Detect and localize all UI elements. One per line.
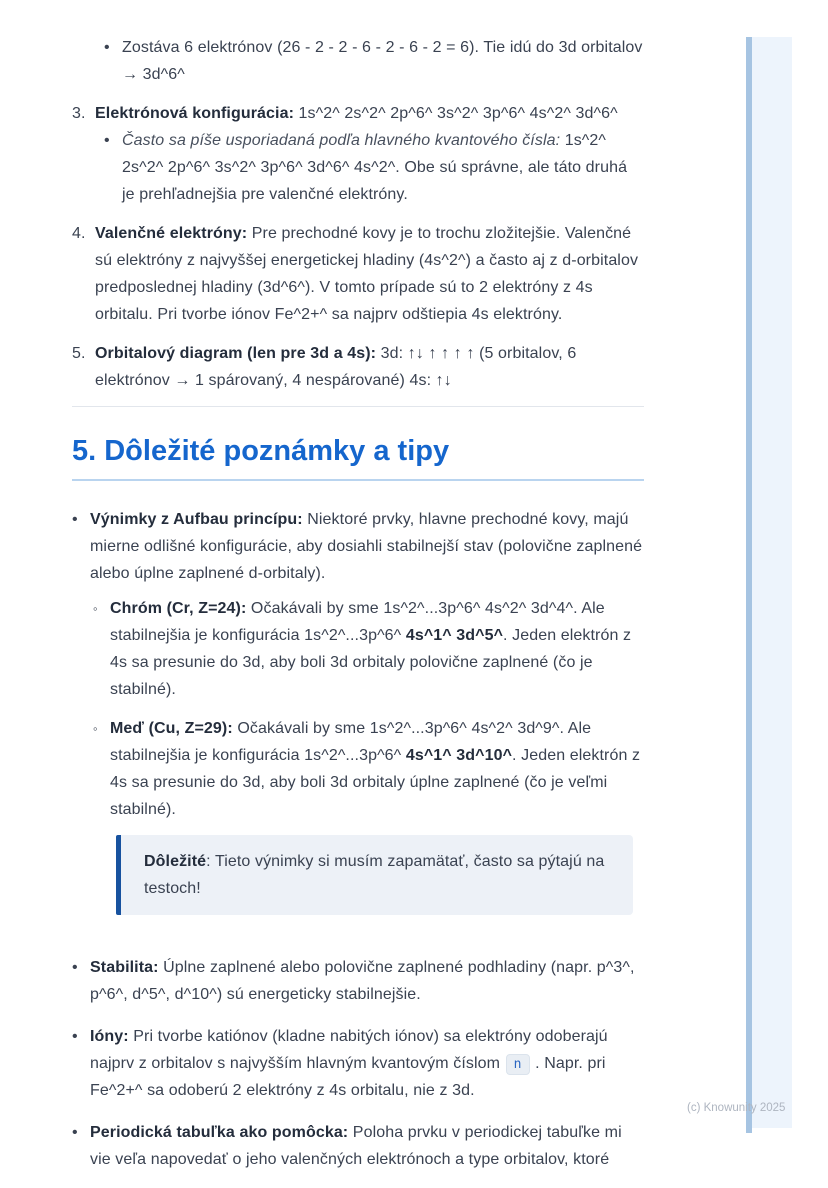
list-item-text <box>95 220 644 328</box>
list-item-text <box>90 506 644 939</box>
list-item-text <box>90 1119 644 1173</box>
tips-bullet-list <box>72 506 644 1173</box>
bullet-marker: • <box>104 39 110 56</box>
list-item-text <box>110 715 644 823</box>
text-run: Úplne zaplnené alebo polovične zaplnené podhladiny (napr. p^3^, p^6^, d^5^, d^10^) sú energeticky stabilnejšie. <box>90 959 635 1003</box>
list-item-orbital-diagram <box>72 340 644 394</box>
list-item-copper <box>93 715 644 823</box>
inline-code-n: n <box>506 1054 530 1075</box>
bullet-marker: • <box>72 511 78 528</box>
exceptions-sublist <box>93 595 644 823</box>
list-item-text <box>90 954 644 1008</box>
text-run: Pre prechodné kovy je to trochu zložitejšie. Valenčné sú elektróny z najvyššej energetickej hladiny (4s^2^) a často aj z d-orbitalov predposlednej hladiny (3d^6^). V tomto prípade sú to 2 elektróny z 4s orbitalu. Pri tvorbe iónov Fe^2+^ sa najprv odštiepia 4s elektróny. <box>95 225 639 323</box>
important-callout <box>116 835 633 915</box>
term-label: Orbitalový diagram (len pre 3d a 4s): <box>95 345 377 362</box>
circle-bullet-marker: ◦ <box>93 601 98 616</box>
term-label: Stabilita: <box>90 959 159 976</box>
list-item-stability <box>72 954 644 1008</box>
list-item-periodic-table <box>72 1119 644 1173</box>
term-label: Periodická tabuľka ako pomôcka: <box>90 1124 349 1141</box>
section-divider <box>72 406 644 407</box>
list-number: 5. <box>72 345 86 362</box>
section-heading: 5. Dôležité poznámky a tipy <box>72 434 644 481</box>
text-run: Zostáva 6 elektrónov (26 - 2 - 2 - 6 - 2 - 6 - 2 = 6). Tie idú do 3d orbitalov → 3d^6^ <box>122 39 643 83</box>
continuation-bullet-list <box>104 34 644 88</box>
list-item-electron-configuration <box>72 100 644 208</box>
list-item <box>104 34 644 88</box>
bullet-marker: • <box>72 1028 78 1045</box>
next-page-preview-strip <box>752 37 792 1128</box>
list-number: 4. <box>72 225 86 242</box>
nested-bullet-list <box>104 127 644 208</box>
term-label: Elektrónová konfigurácia: <box>95 105 294 122</box>
list-item-valence-electrons <box>72 220 644 328</box>
numbered-list <box>72 100 644 394</box>
list-item-text <box>122 34 644 88</box>
bold-config: 4s^1^ 3d^10^ <box>405 747 513 764</box>
copyright-watermark: (c) Knowunity 2025 <box>687 1102 786 1114</box>
list-item-text <box>122 127 644 208</box>
bullet-marker: • <box>72 1124 78 1141</box>
callout-label: Dôležité <box>144 853 207 870</box>
list-number: 3. <box>72 105 86 122</box>
text-run: . Napr. pri Fe^2+^ sa odoberú 2 elektróny z 4s orbitalu, nie z 3d. <box>90 1055 606 1099</box>
circle-bullet-marker: ◦ <box>93 721 98 736</box>
list-item-text <box>95 340 644 394</box>
list-item-ions <box>72 1023 644 1104</box>
term-label: Valenčné elektróny: <box>95 225 248 242</box>
list-item-text <box>95 100 644 208</box>
list-item-text <box>110 595 644 703</box>
list-item <box>104 127 644 208</box>
text-run: 3d: ↑↓ ↑ ↑ ↑ ↑ (5 orbitalov, 6 elektrónov → 1 spárovaný, 4 nespárované) 4s: ↑↓ <box>95 345 577 389</box>
bullet-marker: • <box>72 959 78 976</box>
bold-config: 4s^1^ 3d^5^ <box>405 627 504 644</box>
list-item-aufbau-exceptions <box>72 506 644 939</box>
document-content <box>72 34 644 1188</box>
list-item-chromium <box>93 595 644 703</box>
term-label: Ióny: <box>90 1028 129 1045</box>
text-run: Očakávali by sme 1s^2^...3p^6^ 4s^2^ 3d^9^. Ale stabilnejšia je konfigurácia 1s^2^...3p^6^ <box>110 720 592 764</box>
bullet-marker: • <box>104 132 110 149</box>
term-label: Výnimky z Aufbau princípu: <box>90 511 303 528</box>
text-run: . Jeden elektrón z 4s sa presunie do 3d, aby boli 3d orbitaly polovične zaplnené (čo je stabilné). <box>110 627 632 698</box>
italic-note: Často sa píše usporiadaná podľa hlavného kvantového čísla: <box>122 132 561 149</box>
term-label: Chróm (Cr, Z=24): <box>110 600 247 617</box>
text-run: Niektoré prvky, hlavne prechodné kovy, majú mierne odlišné konfigurácie, aby dosiahli stabilnejší stav (polovične zaplnené alebo úplne zaplnené d-orbitaly). <box>90 511 643 582</box>
list-item-text <box>90 1023 644 1104</box>
text-run: Poloha prvku v periodickej tabuľke mi vie veľa napovedať o jeho valenčných elektrónoch a type orbitalov, ktoré <box>90 1124 622 1168</box>
text-run: Pri tvorbe katiónov (kladne nabitých iónov) sa elektróny odoberajú najprv z orbitalov s najvyšším hlavným kvantovým číslom <box>90 1028 608 1072</box>
text-run: 1s^2^ 2s^2^ 2p^6^ 3s^2^ 3p^6^ 4s^2^ 3d^6^ <box>294 105 618 122</box>
text-run: Očakávali by sme 1s^2^...3p^6^ 4s^2^ 3d^4^. Ale stabilnejšia je konfigurácia 1s^2^...3p^6^ <box>110 600 605 644</box>
text-run: 1s^2^ 2s^2^ 2p^6^ 3s^2^ 3p^6^ 3d^6^ 4s^2^. Obe sú správne, ale táto druhá je prehľadnejšia pre valenčné elektróny. <box>122 132 628 203</box>
term-label: Meď (Cu, Z=29): <box>110 720 233 737</box>
text-run: . Jeden elektrón z 4s sa presunie do 3d, aby boli 3d orbitaly úplne zaplnené (čo je veľmi stabilné). <box>110 747 641 818</box>
callout-text: : Tieto výnimky si musím zapamätať, často sa pýtajú na testoch! <box>144 853 605 897</box>
